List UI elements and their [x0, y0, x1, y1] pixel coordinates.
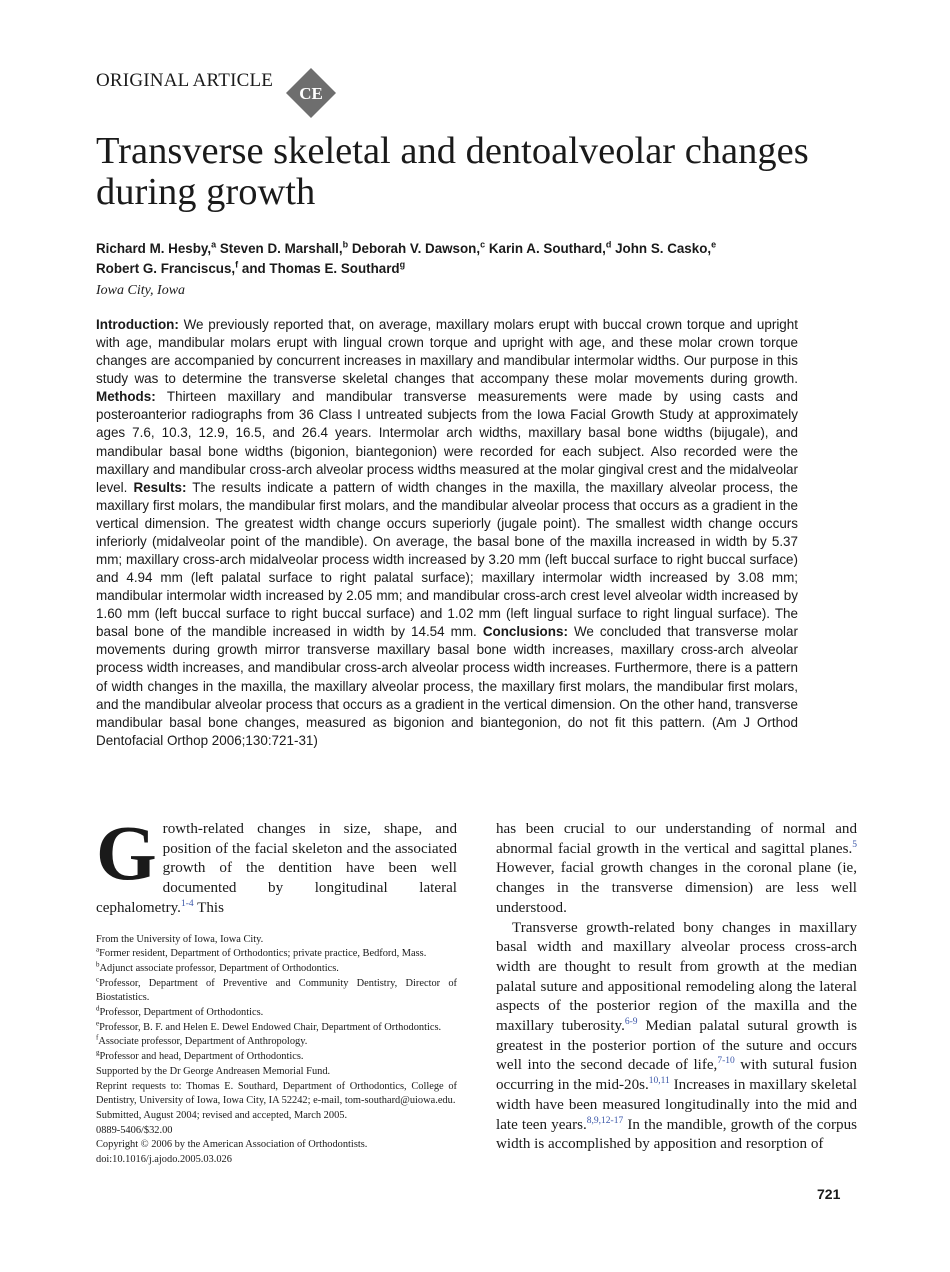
- abstract-conclusions-label: Conclusions:: [482, 624, 568, 640]
- page-number: 721: [817, 1186, 841, 1202]
- citation-link[interactable]: 7-10: [717, 1056, 735, 1067]
- drop-cap: G: [96, 809, 157, 896]
- author-list: [96, 239, 856, 279]
- footnote: [96, 1138, 457, 1153]
- ce-credit-badge: [284, 66, 338, 120]
- citation-link[interactable]: 10,11: [648, 1076, 670, 1087]
- footnote-text: Reprint requests to: Thomas E. Southard, Department of Orthodontics, College of Dentistry, University of Iowa, Iowa City, IA 52242; e-mail, tom-southard@uiowa.edu.: [96, 1080, 457, 1107]
- footnote-text: Copyright © 2006 by the American Association of Orthodontists.: [96, 1139, 368, 1151]
- footnote-text: Professor, Department of Preventive and Community Dentistry, Director of Biostatistics.: [96, 977, 457, 1004]
- footnote: [96, 1065, 457, 1080]
- abstract: [96, 316, 798, 750]
- footnote: [96, 977, 457, 1006]
- abstract-methods-text: Thirteen maxillary and mandibular transverse measurements were made by using casts and posteroanterior radiographs from 36 Class I untreated subjects from the Iowa Facial Growth Study at approximately ages 7.6, 10.3, 12.9, 16.5, and 26.4 years. Intermolar arch widths, maxillary basal bone widths (bijugale), and mandibular basal bone widths (bigonion, biantegonion) were recorded for each subject. Also recorded were the maxillary and mandibular cross-arch alveolar process widths measured at the molar gingival crest and the midalveolar level.: [96, 389, 798, 495]
- author-affiliation: g: [399, 259, 406, 270]
- paragraph-text: with sutural fusion occurring in the mid-20s.: [496, 1057, 857, 1094]
- footnote-text: 0889-5406/$32.00: [96, 1124, 173, 1136]
- paragraph-text: This: [193, 899, 224, 916]
- author-affiliation: e: [711, 239, 717, 250]
- author-name: Richard M. Hesby,: [96, 241, 212, 256]
- footnote-marker: a: [96, 945, 100, 954]
- footnote-marker: f: [96, 1033, 99, 1042]
- citation-link[interactable]: 8,9,12-17: [586, 1115, 624, 1126]
- footnotes: [96, 933, 457, 1168]
- author-name: John S. Casko,: [611, 241, 712, 256]
- right-column: [496, 820, 857, 1155]
- footnote: [96, 1006, 457, 1021]
- footnote: [96, 933, 457, 948]
- footnote-marker: e: [96, 1019, 100, 1028]
- footnote-text: From the University of Iowa, Iowa City.: [96, 933, 264, 945]
- body-paragraph: [496, 820, 857, 919]
- author-affiliation: b: [342, 239, 349, 250]
- footnote-marker: g: [96, 1048, 100, 1057]
- abstract-results-text: The results indicate a pattern of width changes in the maxilla, the maxillary alveolar process, the maxillary first molars, the mandibular first molars, and the mandibular alveolar process that occurs as a gradient in the vertical dimension. The greatest width change occurs superiorly (jugale point). The smallest width change occurs inferiorly (midalveolar point of the mandible). On average, the basal bone of the maxilla increased in width by 5.37 mm; maxillary cross-arch midalveolar process width increased by 3.20 mm (left buccal surface to right buccal surface) and 4.94 mm (left palatal surface to right palatal surface); maxillary intermolar width increased by 3.08 mm; mandibular intermolar width increased by 2.05 mm; and mandibular cross-arch crest level alveolar width increased by 1.60 mm (left buccal surface to right buccal surface) and 1.02 mm (left lingual surface to right lingual surface). The basal bone of the mandible increased in width by 14.54 mm.: [96, 479, 799, 640]
- abstract-results-label: Results:: [133, 479, 187, 495]
- footnote: [96, 1035, 457, 1050]
- paragraph-text: In the mandible, growth of the corpus width is accomplished by apposition and resorption of: [496, 1116, 857, 1153]
- author-affiliation: c: [480, 239, 486, 250]
- article-title: Transverse skeletal and dentoalveolar changes during growth: [96, 130, 809, 213]
- footnote-text: Professor, B. F. and Helen E. Dewel Endowed Chair, Department of Orthodontics.: [99, 1021, 442, 1033]
- author-location: Iowa City, Iowa: [96, 283, 186, 298]
- paragraph-text: Median palatal sutural growth is greatest in the posterior portion of the suture and occurs well into the second decade of life,: [496, 1018, 858, 1074]
- footnote: [96, 1021, 457, 1036]
- citation-link[interactable]: 1-4: [180, 898, 194, 909]
- footnote: [96, 1080, 457, 1109]
- author-affiliation: d: [605, 239, 612, 250]
- author-affiliation: a: [211, 239, 217, 250]
- footnote-marker: b: [96, 960, 100, 969]
- footnote-text: Adjunct associate professor, Department of Orthodontics.: [99, 962, 339, 974]
- author-name: and Thomas E. Southard: [238, 261, 400, 276]
- footnote: [96, 962, 457, 977]
- paragraph-text: Increases in maxillary skeletal width have been measured longitudinally into the mid and late teen years.: [496, 1077, 857, 1133]
- abstract-intro-label: Introduction:: [96, 317, 179, 332]
- footnote: [96, 1050, 457, 1065]
- author-name: Steven D. Marshall,: [216, 241, 343, 256]
- author-name: Robert G. Franciscus,: [96, 261, 236, 276]
- citation-link[interactable]: 5: [852, 839, 857, 850]
- intro-paragraph: [96, 809, 457, 919]
- footnote: [96, 947, 457, 962]
- footnote-marker: d: [96, 1004, 100, 1013]
- footnote-text: Associate professor, Department of Anthropology.: [98, 1036, 308, 1048]
- section-label: ORIGINAL ARTICLE: [96, 70, 274, 91]
- ce-badge-text: CE: [299, 84, 323, 103]
- paragraph-text: However, facial growth changes in the coronal plane (ie, changes in the transverse dimension) are less well understood.: [496, 860, 857, 916]
- author-affiliation: f: [235, 259, 239, 270]
- abstract-conclusions-text: We concluded that transverse molar movements during growth mirror transverse maxillary basal bone width increases, maxillary cross-arch alveolar process width increases, and mandibular cross-arch alveolar process width increases. Furthermore, there is a pattern of width changes in the maxilla, the maxillary alveolar process, the maxillary first molars, the mandibular first molars, and the mandibular alveolar process that occurs as a gradient in the vertical dimension. On the other hand, transverse mandibular basal bone changes, measured as bigonion and biantegonion, do not fit this pattern. (Am J Orthod Dentofacial Orthop 2006;130:721-31): [96, 624, 798, 748]
- footnote: [96, 1124, 457, 1139]
- footnote-text: Professor, Department of Orthodontics.: [99, 1007, 264, 1019]
- paragraph-text: has been crucial to our understanding of normal and abnormal facial growth in the vertical and sagittal planes.: [496, 821, 857, 857]
- footnote-text: Former resident, Department of Orthodontics; private practice, Bedford, Mass.: [99, 948, 427, 960]
- author-name: Karin A. Southard,: [485, 241, 606, 256]
- abstract-methods-label: Methods:: [96, 389, 156, 405]
- footnote-text: Submitted, August 2004; revised and accepted, March 2005.: [96, 1109, 348, 1121]
- citation-link[interactable]: 6-9: [624, 1017, 638, 1027]
- paragraph-text: rowth-related changes in size, shape, and position of the facial skeleton and the associated growth of the dentition have been well documented by longitudinal lateral cephalometry.: [96, 821, 457, 916]
- left-column: [96, 809, 457, 1168]
- body-paragraph: [496, 919, 857, 1155]
- abstract-intro-text: We previously reported that, on average, maxillary molars erupt with buccal crown torque and upright with age, mandibular molars erupt with lingual crown torque and upright with age, and these molar crown torque changes are accompanied by concurrent increases in maxillary and mandibular intermolar widths. Our purpose in this study was to determine the transverse skeletal changes that accompany these molar movements during growth.: [96, 317, 798, 387]
- footnote: [96, 1153, 457, 1168]
- footnote-text: Supported by the Dr George Andreasen Memorial Fund.: [96, 1065, 331, 1077]
- paragraph-text: Transverse growth-related bony changes in maxillary basal width and maxillary alveolar process cross-arch width are thought to result from growth at the median palatal suture and appositional remodeling along the lateral aspects of the posterior region of the maxilla and the maxillary tuberosity.: [496, 919, 857, 1035]
- footnote-marker: c: [96, 975, 100, 984]
- footnote-text: doi:10.1016/j.ajodo.2005.03.026: [96, 1154, 232, 1166]
- footnote: [96, 1109, 457, 1124]
- author-name: Deborah V. Dawson,: [348, 241, 481, 256]
- footnote-text: Professor and head, Department of Orthodontics.: [99, 1051, 304, 1063]
